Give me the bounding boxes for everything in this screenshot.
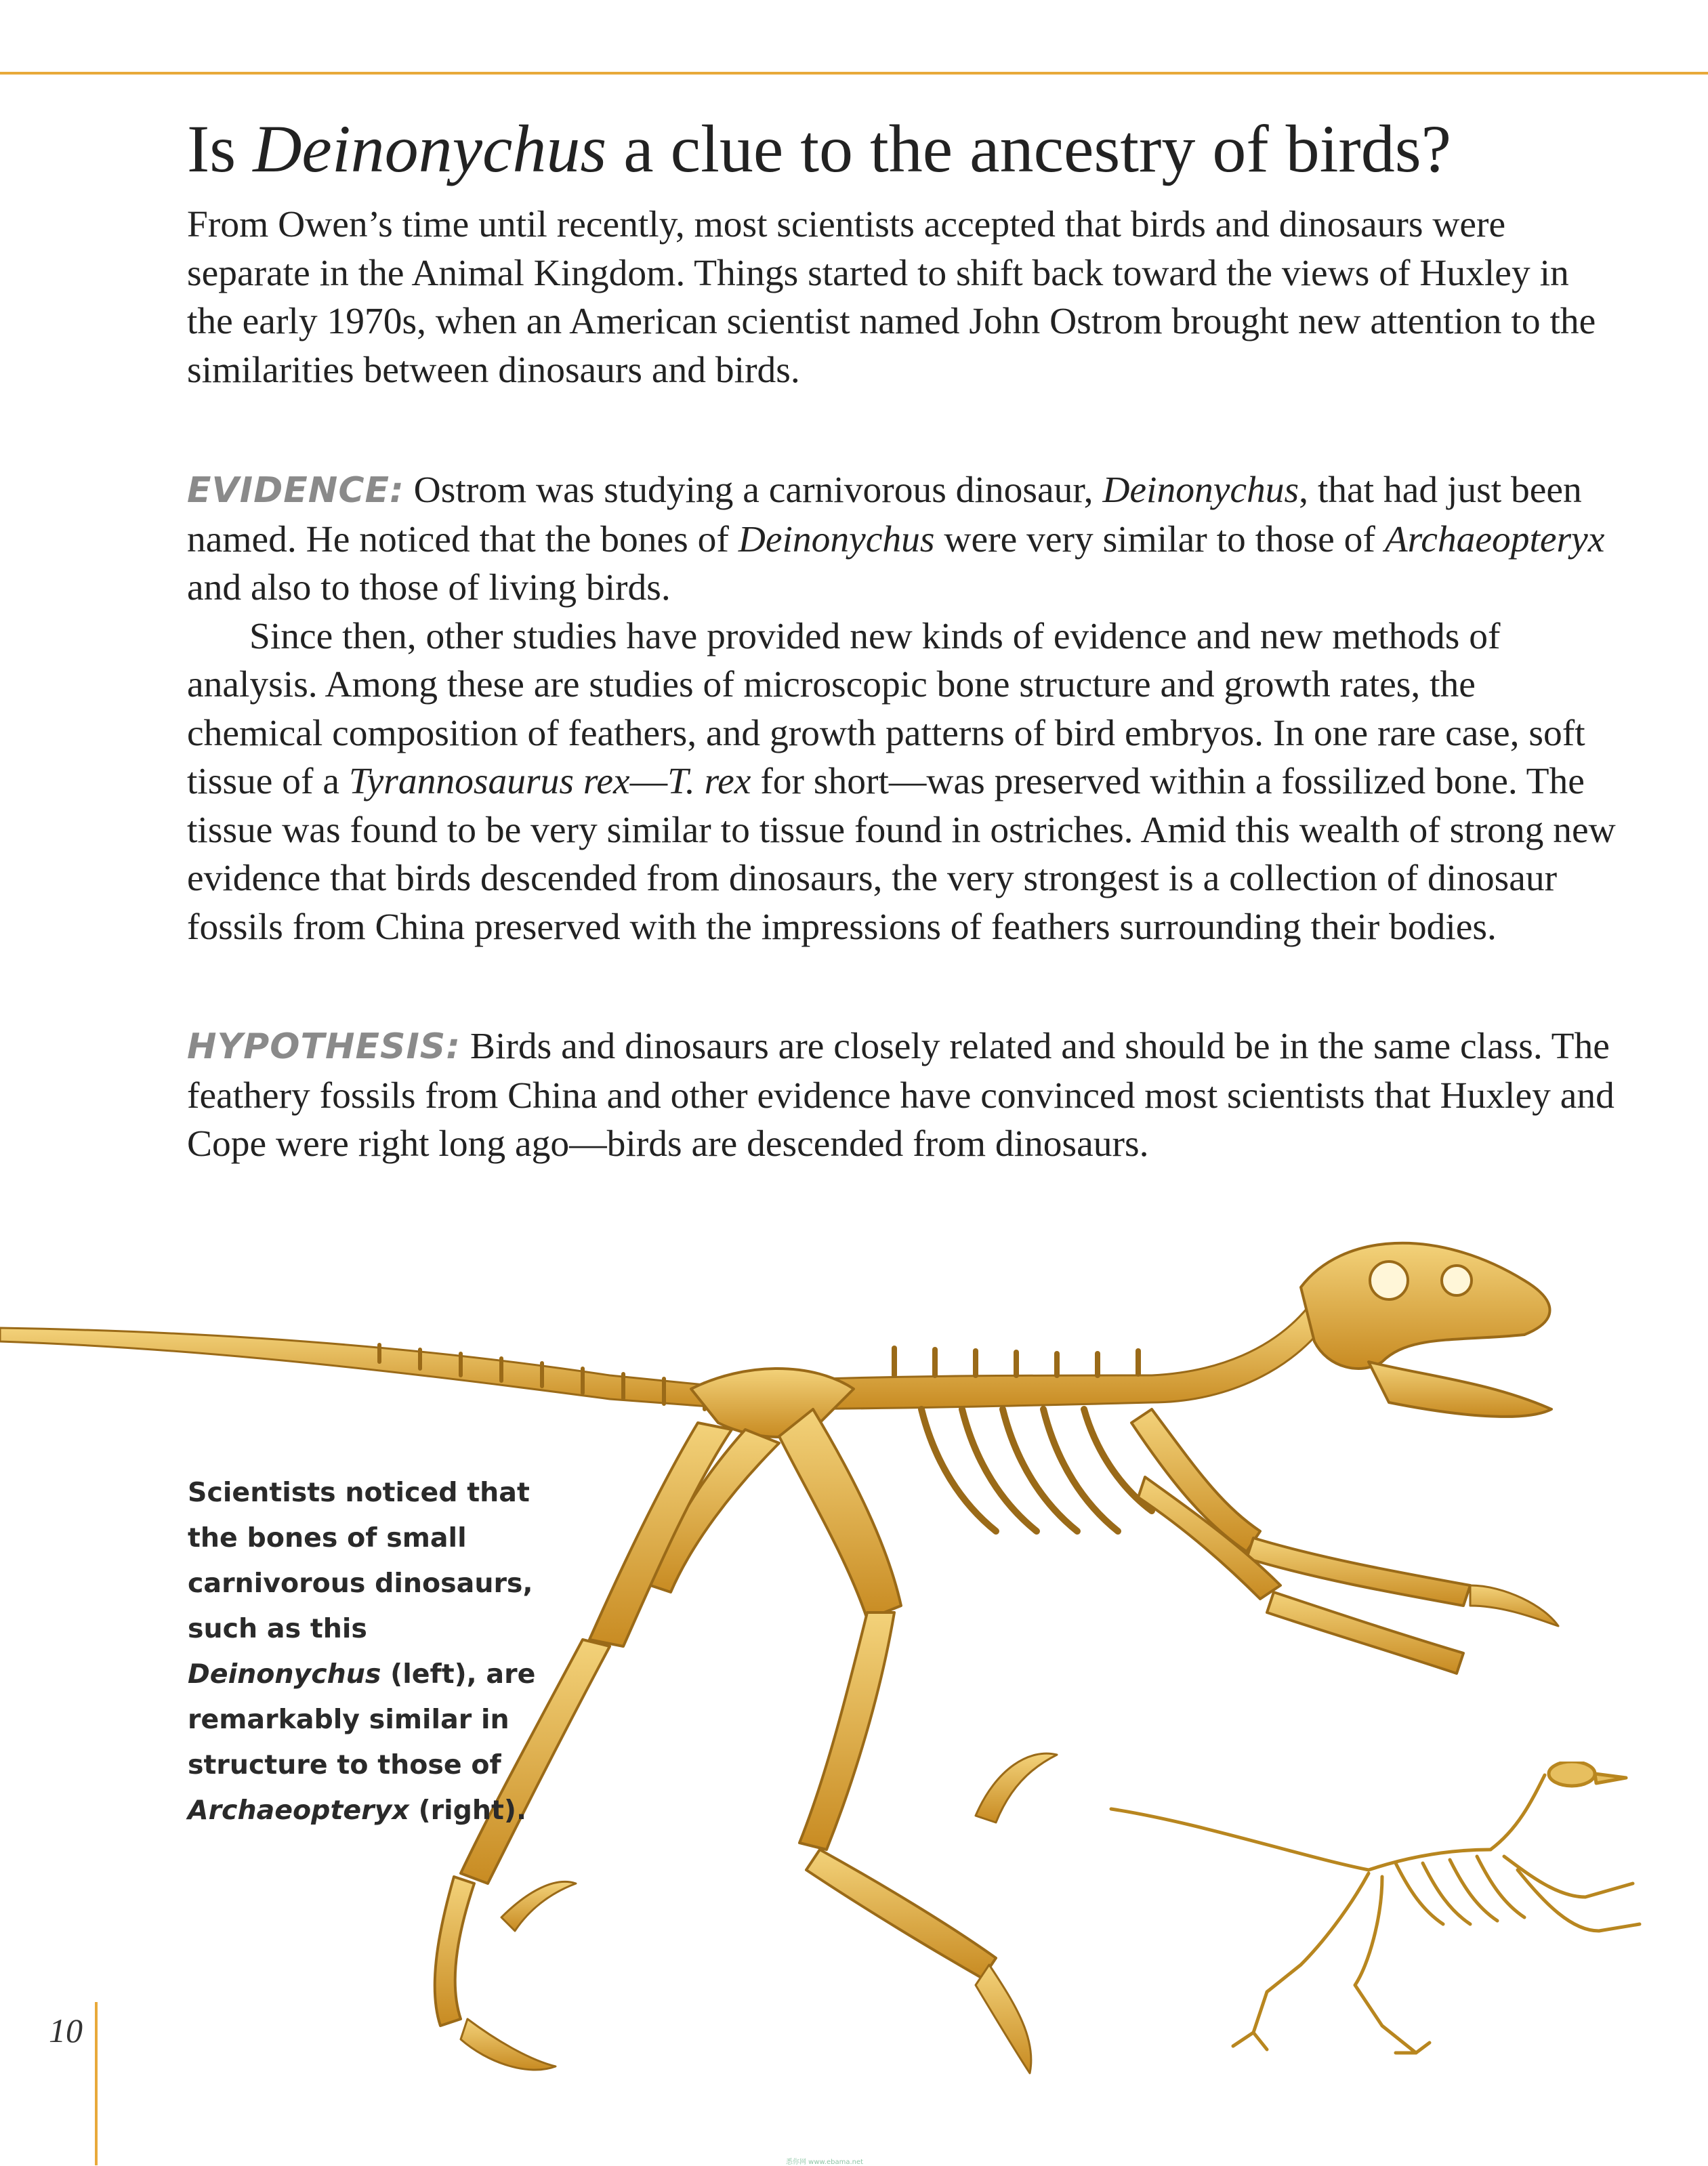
page-title [187,108,1542,190]
evidence-text-1: Ostrom was studying a carnivorous dinosaur, [404,470,1103,511]
caption-italic-2: Archaeopteryx [188,1795,409,1826]
evidence-p2-italic-2: T. rex [667,761,751,802]
figure-caption [188,1470,567,1833]
evidence-p2-text-a: Since then, other studies have provided new kinds of evidence and new methods of analysis. Among these are studies of microscopic bone structure and growth rates, the chemical composition of feathers, and growth patterns of bird embryos. In one rare case, soft tissue of a [187,615,1585,802]
hypothesis-text: Birds and dinosaurs are closely related and should be in the same class. The feathery fossils from China and other evidence have convinced most scientists that Huxley and Cope were right long ago—birds are descended from dinosaurs. [187,1026,1615,1165]
hypothesis-label: HYPOTHESIS: [187,1026,461,1067]
footer-watermark: 悉你网 www.ebama.net [786,2159,864,2166]
caption-italic-1: Deinonychus [188,1659,381,1690]
side-accent-rule [95,2002,98,2165]
archaeopteryx-skeleton-icon [1098,1762,1646,2060]
evidence-paragraph-2 [187,612,1617,952]
evidence-text-3: were very similar to those of [934,518,1385,560]
evidence-text-2: , that had just been named. He noticed that the bones of [187,470,1582,560]
evidence-section [187,466,1617,951]
top-accent-rule [0,72,1708,75]
title-prefix: Is [187,111,253,186]
hypothesis-section [187,1022,1617,1169]
intro-paragraph [187,201,1617,394]
evidence-paragraph [187,466,1617,612]
evidence-label: EVIDENCE: [187,470,404,511]
evidence-p2-dash: — [629,761,668,802]
evidence-italic-1: Deinonychus [1102,470,1299,511]
page-number: 10 [49,2012,83,2049]
caption-text-c: (right). [409,1795,526,1826]
hypothesis-paragraph [187,1022,1617,1169]
caption-text-b: (left), are remarkably similar in structure to those of [188,1659,536,1780]
evidence-italic-3: Archaeopteryx [1384,518,1605,560]
title-italic: Deinonychus [253,111,607,186]
evidence-text-4: and also to those of living birds. [187,567,671,608]
caption-text-a: Scientists noticed that the bones of small carnivorous dinosaurs, such as this [188,1477,533,1644]
evidence-p2-italic-1: Tyrannosaurus rex [348,761,630,802]
evidence-italic-2: Deinonychus [738,518,935,560]
title-suffix: a clue to the ancestry of birds? [606,111,1452,186]
evidence-p2-text-b: for short—was preserved within a fossilized bone. The tissue was found to be very similar to tissue found in ostriches. Amid this wealth of strong new evidence that birds descended from dinosaurs, the very strongest is a collection of dinosaur fossils from China preserved with the impressions of feathers surrounding their bodies. [187,761,1616,948]
intro-text: From Owen’s time until recently, most scientists accepted that birds and dinosaurs were separate in the Animal Kingdom. Things started to shift back toward the views of Huxley in the early 1970s, when an American scientist named John Ostrom brought new attention to the similarities between dinosaurs and birds. [187,204,1596,391]
